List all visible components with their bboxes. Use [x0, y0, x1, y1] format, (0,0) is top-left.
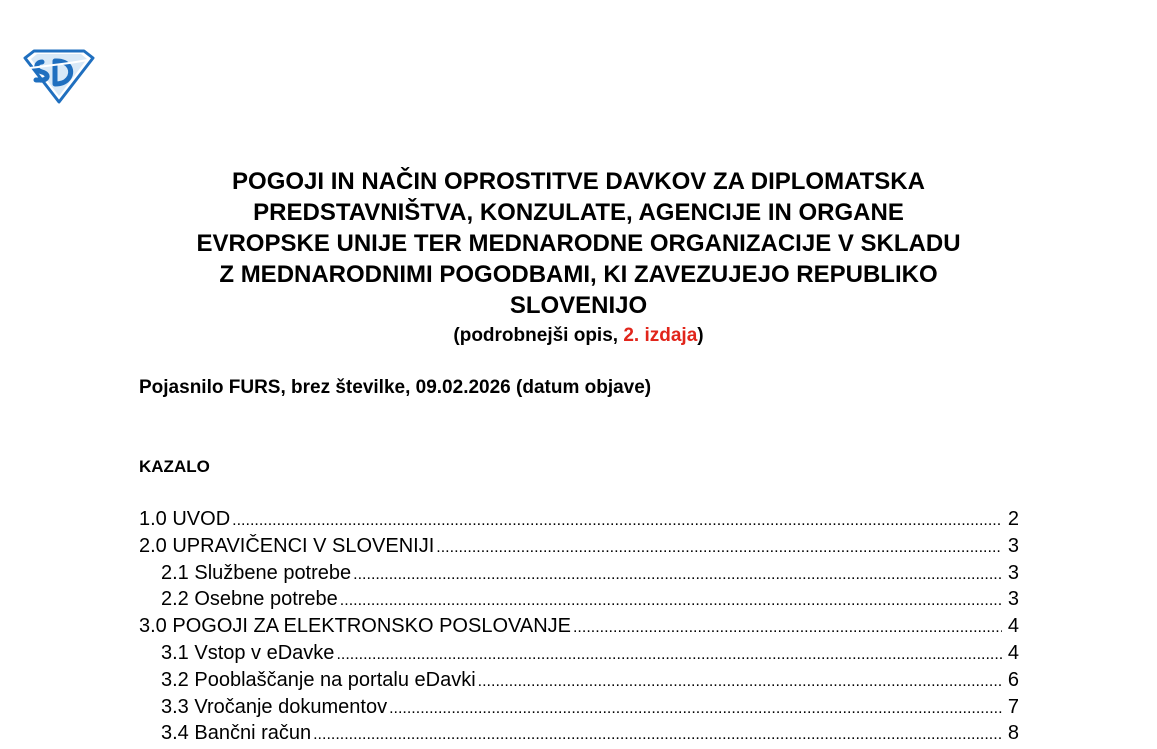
- toc-leader: [353, 562, 1002, 589]
- edition-label: 2. izdaja: [623, 325, 698, 346]
- toc-item[interactable]: [139, 640, 1019, 667]
- toc-item-page: 3: [1007, 561, 1019, 584]
- toc-item[interactable]: [139, 586, 1019, 613]
- subtitle-open: (podrobnejši opis,: [453, 325, 624, 346]
- toc-leader: [436, 535, 1002, 562]
- toc-item-label: 2.2 Osebne potrebe: [161, 588, 338, 611]
- toc-item-page: 4: [1007, 615, 1019, 638]
- toc-item-label: 2.0 UPRAVIČENCI V SLOVENIJI: [139, 534, 435, 557]
- toc-item[interactable]: [139, 694, 1019, 721]
- toc-item[interactable]: [139, 560, 1019, 587]
- toc-leader: [232, 508, 1002, 535]
- toc-item-label: 1.0 UVOD: [139, 508, 231, 530]
- toc-item-label: 3.1 Vstop v eDavke: [161, 641, 335, 664]
- table-of-contents: [139, 506, 1019, 747]
- title-line: PREDSTAVNIŠTVA, KONZULATE, AGENCIJE IN ORGANE: [253, 199, 904, 226]
- toc-item-page: 6: [1007, 668, 1019, 691]
- toc-item-label: 3.3 Vročanje dokumentov: [161, 695, 388, 718]
- toc-item[interactable]: [139, 720, 1019, 747]
- title-line: Z MEDNARODNIMI POGODBAMI, KI ZAVEZUJEJO REPUBLIKO: [219, 261, 938, 288]
- subtitle-close: ): [697, 325, 704, 346]
- toc-item-label: 3.0 POGOJI ZA ELEKTRONSKO POSLOVANJE: [139, 615, 571, 638]
- explanation-reference: Pojasnilo FURS, brez številke, 09.02.2026 (datum objave): [139, 377, 652, 398]
- toc-leader: [478, 669, 1002, 696]
- toc-item-page: 7: [1007, 695, 1019, 718]
- toc-leader: [573, 615, 1002, 642]
- toc-leader: [336, 642, 1001, 669]
- toc-leader: [389, 696, 1002, 723]
- toc-heading: KAZALO: [139, 457, 210, 476]
- toc-item[interactable]: [139, 506, 1019, 533]
- document-subtitle: [130, 323, 1027, 349]
- title-line: POGOJI IN NAČIN OPROSTITVE DAVKOV ZA DIPLOMATSKA: [232, 168, 925, 195]
- title-line: EVROPSKE UNIJE TER MEDNARODNE ORGANIZACIJE V SKLADU: [196, 230, 961, 257]
- toc-leader: [313, 722, 1002, 749]
- toc-item-label: 3.2 Pooblaščanje na portalu eDavki: [161, 668, 476, 691]
- toc-item-label: 3.4 Bančni račun: [161, 722, 312, 745]
- toc-item-page: 3: [1007, 588, 1019, 611]
- toc-item[interactable]: [139, 533, 1019, 560]
- document-title-block: [130, 166, 1027, 349]
- toc-leader: [340, 588, 1002, 615]
- furs-logo: [22, 48, 96, 104]
- toc-item-page: 8: [1007, 722, 1019, 745]
- toc-item-page: 2: [1007, 508, 1019, 530]
- toc-item[interactable]: [139, 667, 1019, 694]
- toc-item-page: 4: [1007, 641, 1019, 664]
- toc-item[interactable]: [139, 613, 1019, 640]
- document-title: [130, 166, 1027, 321]
- title-line: SLOVENIJO: [509, 292, 648, 319]
- toc-item-label: 2.1 Službene potrebe: [161, 561, 352, 584]
- toc-item-page: 3: [1007, 534, 1019, 557]
